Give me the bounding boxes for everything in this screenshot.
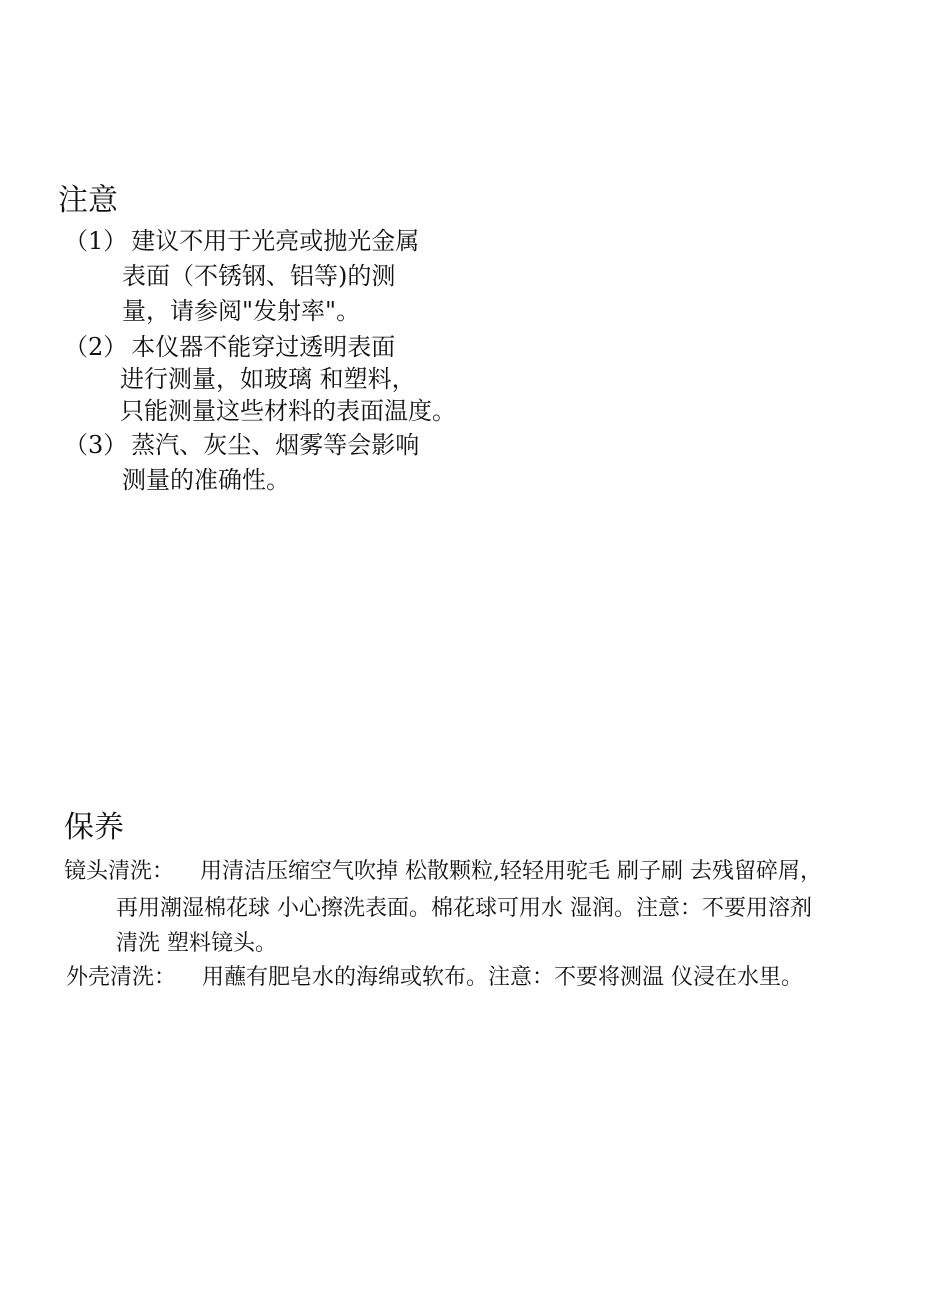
note-item-2-number: （2） — [64, 333, 128, 361]
note-item-3-text-1: 蒸汽、灰尘、烟雾等会影响 — [131, 431, 420, 459]
note-item-1-line-1 — [64, 226, 419, 256]
note-item-1-text-1: 建议不用于光亮或抛光金属 — [131, 227, 420, 255]
notes-title: 注意 — [58, 183, 118, 218]
note-item-1-line-3: 量，请参阅"发射率"。 — [122, 297, 361, 325]
lens-cleaning-line-2: 再用潮湿棉花球 小心擦洗表面。棉花球可用水 湿润。注意：不要用溶剂 — [116, 896, 812, 921]
note-item-3-line-2: 测量的准确性。 — [122, 466, 290, 494]
lens-cleaning-text-1: 用清洁压缩空气吹掉 松散颗粒,轻轻用驼毛 刷子刷 去残留碎屑， — [200, 859, 822, 884]
note-item-3-number: （3） — [64, 431, 128, 459]
note-item-2-line-2: 进行测量，如玻璃 和塑料， — [120, 365, 416, 393]
note-item-1-number: （1） — [64, 227, 128, 255]
housing-cleaning-text-1: 用蘸有肥皂水的海绵或软布。注意：不要将测温 仪浸在水里。 — [202, 965, 804, 990]
note-item-2-text-1: 本仪器不能穿过透明表面 — [131, 333, 396, 361]
note-item-1-line-2: 表面（不锈钢、铝等)的测 — [122, 262, 396, 290]
lens-cleaning-line-1 — [64, 858, 822, 886]
housing-cleaning-line-1 — [66, 964, 803, 992]
note-item-2-line-3: 只能测量这些材料的表面温度。 — [120, 397, 456, 425]
lens-cleaning-line-3: 清洗 塑料镜头。 — [116, 931, 277, 956]
lens-cleaning-label: 镜头清洗： — [64, 859, 175, 884]
housing-cleaning-label: 外壳清洗： — [66, 965, 177, 990]
note-item-3-line-1 — [64, 430, 419, 460]
note-item-2-line-1 — [64, 332, 395, 362]
maintenance-title: 保养 — [64, 810, 124, 845]
